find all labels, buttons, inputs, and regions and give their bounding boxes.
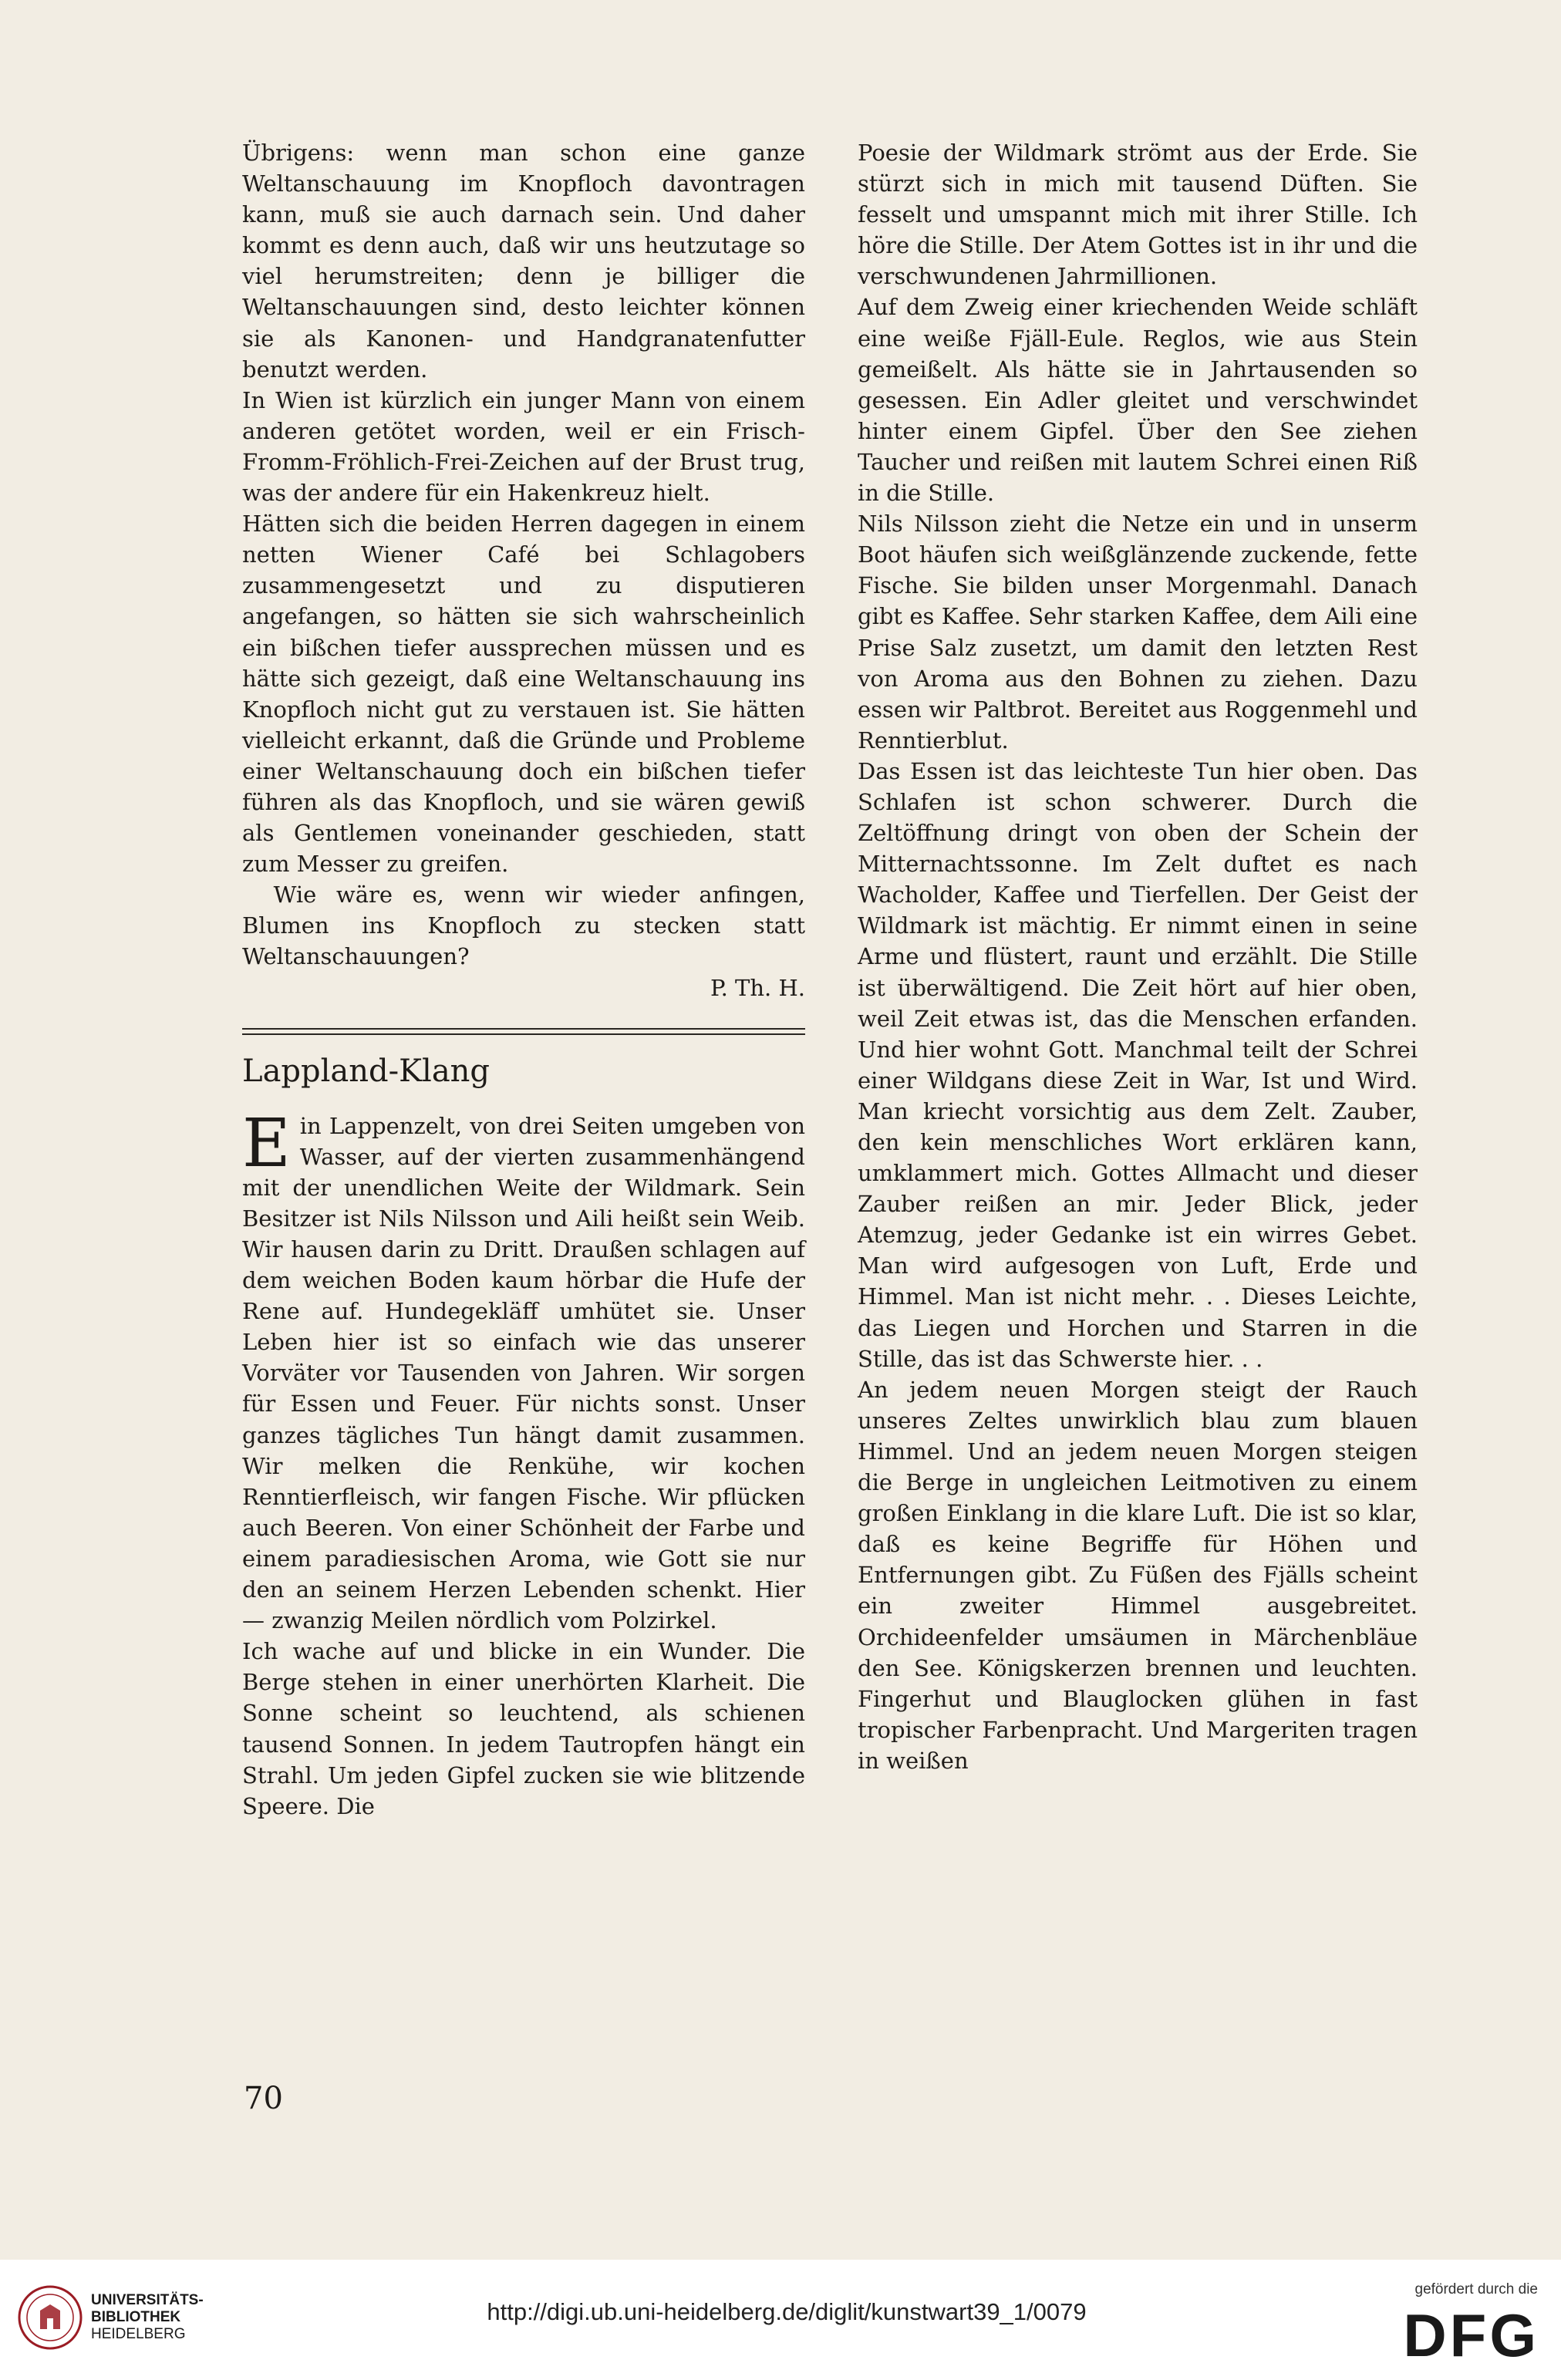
- paragraph: Auf dem Zweig einer kriechenden Weide schläft eine weiße Fjäll-Eule. Reglos, wie aus Stein gemeißelt. Als hätte sie in Jahrtausenden so gesessen. Ein Adler gleitet und verschwindet hinter einem Gipfel. Über den See ziehen Taucher und reißen mit lautem Schrei einen Riß in die Stille.: [858, 294, 1418, 507]
- institution-line: BIBLIOTHEK: [91, 2309, 181, 2325]
- dfg-logo: DFG: [1403, 2301, 1539, 2369]
- university-seal-icon: [17, 2284, 83, 2351]
- source-url[interactable]: http://digi.ub.uni-heidelberg.de/diglit/kunstwart39_1/0079: [487, 2298, 1087, 2325]
- paragraph: An jedem neuen Morgen steigt der Rauch unseres Zeltes unwirklich blau zum blauen Himmel. Und an jedem neuen Morgen steigen die Berge in ungleichen Leitmotiven zu einem großen Einklang in die klare Luft. Die ist so klar, daß es keine Begriffe für Höhen und Entfernungen gibt. Zu Füßen des Fjälls scheint ein zweiter Himmel ausgebreitet. Orchideenfelder umsäumen in Märchenbläue den See. Königskerzen brennen und leuchten. Fingerhut und Blauglocken glühen in fast tropischer Farbenpracht. Und Margeriten tragen in weißen: [858, 1376, 1418, 1774]
- institution-name: [91, 2292, 204, 2343]
- paragraph: In Wien ist kürzlich ein junger Mann von einem anderen getötet worden, weil er ein Frisch-Fromm-Fröhlich-Frei-Zeichen auf der Brust trug, was der andere für ein Hakenkreuz hielt.: [242, 386, 805, 507]
- section-paragraph: Ich wache auf und blicke in ein Wunder. Die Berge stehen in einer unerhörten Klarheit. Die Sonne scheint so leuchtend, als schienen tausend Sonnen. In jedem Tautropfen hängt ein Strahl. Um jeden Gipfel zucken sie wie blitzende Speere. Die: [242, 1638, 805, 1819]
- double-rule-top: [242, 1028, 805, 1030]
- left-column: [242, 137, 805, 1822]
- paragraph: Hätten sich die beiden Herren dagegen in einem netten Wiener Café bei Schlagobers zusammengesetzt und zu disputieren angefangen, so hätten sie sich wahrscheinlich ein bißchen tiefer aussprechen müssen und es hätte sich gezeigt, daß eine Weltanschauung ins Knopfloch nicht gut zu verstauen ist. Sie hätten vielleicht erkannt, daß die Gründe und Probleme einer Weltanschauung doch ein bißchen tiefer führen als das Knopfloch, und sie wären gewiß als Gentlemen voneinander geschieden, statt zum Messer zu greifen.: [242, 511, 805, 878]
- page-number: 70: [244, 2081, 283, 2116]
- institution-line: HEIDELBERG: [91, 2326, 186, 2342]
- drop-cap: E: [242, 1104, 291, 1182]
- footer-bar: [0, 2260, 1561, 2380]
- right-column: [858, 137, 1418, 1776]
- paragraph: Übrigens: wenn man schon eine ganze Weltanschauung im Knopfloch davontragen kann, muß sie auch darnach sein. Und daher kommt es denn auch, daß wir uns heutzutage so viel herumstreiten; denn je billiger die Weltanschauungen sind, desto leichter können sie als Kanonen- und Handgranatenfutter benutzt werden.: [242, 140, 805, 383]
- paragraph: Das Essen ist das leichteste Tun hier oben. Das Schlafen ist schon schwerer. Durch die Zeltöffnung dringt von oben der Schein der Mitternachtssonne. Im Zelt duftet es nach Wacholder, Kaffee und Tierfellen. Der Geist der Wildmark ist mächtig. Er nimmt einen in seine Arme und flüstert, raunt und erzählt. Die Stille ist überwältigend. Die Zeit hört auf hier oben, weil Zeit etwas ist, das die Menschen erfanden. Und hier wohnt Gott. Manchmal teilt der Schrei einer Wildgans diese Zeit in War, Ist und Wird. Man kriecht vorsichtig aus dem Zelt. Zauber, den kein menschliches Wort erklären kann, umklammert mich. Gottes Allmacht und dieser Zauber reißen an mir. Jeder Blick, jeder Atemzug, jeder Gedanke ist ein wirres Gebet. Man wird aufgesogen von Luft, Erde und Himmel. Man ist nicht mehr. . . Dieses Leichte, das Liegen und Horchen und Starren in die Stille, das ist das Schwerste hier. . .: [858, 757, 1418, 1372]
- paragraph: Poesie der Wildmark strömt aus der Erde. Sie stürzt sich in mich mit tausend Düften. Sie fesselt und umspannt mich mit ihrer Stille. Ich höre die Stille. Der Atem Gottes ist in ihr und die verschwundenen Jahrmillionen.: [858, 140, 1418, 290]
- paragraph: Nils Nilsson zieht die Netze ein und in unserm Boot häufen sich weißglänzende zuckende, fette Fische. Sie bilden unser Morgenmahl. Danach gibt es Kaffee. Sehr starken Kaffee, dem Aili eine Prise Salz zusetzt, um damit den letzten Rest von Aroma aus den Bohnen zu ziehen. Dazu essen wir Paltbrot. Bereitet aus Roggenmehl und Renntierblut.: [858, 511, 1418, 753]
- funder-label: gefördert durch die: [1414, 2281, 1538, 2297]
- double-rule-bottom: [242, 1033, 805, 1035]
- institution-line: UNIVERSITÄTS-: [91, 2292, 204, 2308]
- signature: P. Th. H.: [710, 974, 805, 1001]
- section-paragraph-text: in Lappenzelt, von drei Seiten umgeben von Wasser, auf der vierten zusammenhängend mit der unendlichen Weite der Wildmark. Sein Besitzer ist Nils Nilsson und Aili heißt sein Weib. Wir hausen darin zu Dritt. Draußen schlagen auf dem weichen Boden kaum hörbar die Hufe der Rene auf. Hundegekläff umhütet sie. Unser Leben hier ist so einfach wie das unserer Vorväter vor Tausenden von Jahren. Wir sorgen für Essen und Feuer. Für nichts sonst. Unser ganzes tägliches Tun hängt damit zusammen. Wir melken die Renkühe, wir kochen Renntierfleisch, wir fangen Fische. Wir pflücken auch Beeren. Von einer Schönheit der Farbe und einem paradiesischen Aroma, wie Gott sie nur den an seinem Herzen Lebenden schenkt. Hier — zwanzig Meilen nördlich vom Polzirkel.: [242, 1112, 805, 1634]
- closing-paragraph: Wie wäre es, wenn wir wieder anfingen, Blumen ins Knopfloch zu stecken statt Weltanschauungen?: [242, 882, 805, 970]
- section-heading: Lappland-Klang: [242, 1053, 491, 1089]
- section-paragraph: [242, 1104, 805, 1637]
